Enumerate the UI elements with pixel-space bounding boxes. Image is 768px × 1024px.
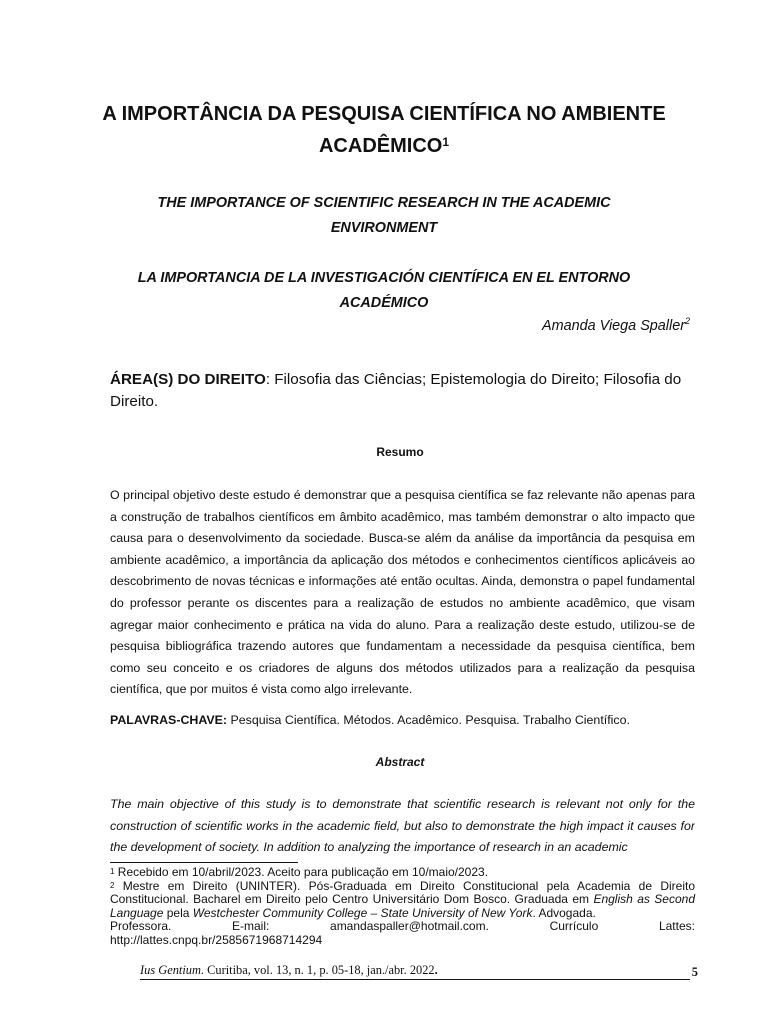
english-title-line-1: THE IMPORTANCE OF SCIENTIFIC RESEARCH IN THE ACADEMIC: [157, 195, 611, 211]
abstract-heading: Abstract: [375, 755, 425, 769]
title-footnote-ref[interactable]: 1: [442, 135, 450, 149]
footnote-2-email[interactable]: amandaspaller@hotmail.com.: [330, 919, 489, 933]
english-title: [100, 191, 668, 241]
title-line-2-text: ACADÊMICO: [318, 135, 443, 157]
keywords-label: PALAVRAS-CHAVE:: [110, 713, 228, 727]
footnote-2-word-professora: Professora.: [110, 919, 172, 933]
page-number: 5: [691, 965, 698, 979]
resumo-text: O principal objetivo deste estudo é demonstrar que a pesquisa científica se faz relevante não apenas para a construção de trabalhos científicos em âmbito acadêmico, mas também demonstrar o alto impacto que causa para o desenvolvimento da sociedade. Busca-se além da análise da importância da pesquisa em ambiente acadêmico, a importância da aplicação dos métodos e conhecimentos científicos aplicáveis ao descobrimento de novas técnicas e informações até então ocultas. Ainda, demonstra o papel fundamental do professor perante os discentes para a realização de estudos no ambiente acadêmico, que visam agregar maior conhecimento e prática na vida do aluno. Para a realização deste estudo, utilizou-se de pesquisa bibliográfica trazendo autores que fundamentam a necessidade da pesquisa científica, bem como seu conceito e os criadores de alguns dos métodos utilizados para a realização da pesquisa científica, que por muitos é vista como algo irrelevante.: [110, 488, 695, 697]
journal-end-mark: .: [434, 963, 438, 977]
footnote-1-number: 1: [110, 867, 115, 876]
footnotes: [110, 866, 695, 947]
footnote-2-word-lattes: Lattes:: [658, 919, 695, 933]
footnote-1: [110, 866, 695, 880]
footnote-2-number: 2: [110, 880, 115, 890]
journal-details: . Curitiba, vol. 13, n. 1, p. 05-18, jan./abr. 2022: [200, 963, 435, 977]
english-title-line-2: ENVIRONMENT: [330, 220, 438, 236]
footnote-2-text-b: pela: [163, 905, 193, 920]
spanish-title-line-2: ACADÉMICO: [339, 295, 429, 311]
footnote-2: [110, 880, 695, 921]
footnote-2-text-c: . Advogada.: [532, 905, 596, 920]
footnote-2-word-email: E-mail:: [232, 919, 270, 933]
abstract-text: The main objective of this study is to demonstrate that scientific research is relevant not only for the construction of scientific works in the academic field, but also to demonstrate the high impact it causes for the development of society. In addition to analyzing the importance of research in an academic: [110, 797, 695, 855]
footnote-2-text-a: Mestre em Direito (UNINTER). Pós-Graduada em Direito Constitucional pela Academia de Direito Constitucional. Bacharel em Direito pelo Centro Universitário Dom Bosco. Graduada em: [110, 878, 695, 906]
spanish-title: [100, 266, 668, 316]
title-line-1: A IMPORTÂNCIA DA PESQUISA CIENTÍFICA NO AMBIENTE: [102, 103, 666, 125]
author-name: [542, 318, 690, 334]
author-name-text: Amanda Viega Spaller: [542, 318, 685, 334]
footnote-1-text: Recebido em 10/abril/2023. Aceito para publicação em 10/maio/2023.: [114, 865, 489, 879]
footnote-2-contact-line: [110, 920, 695, 934]
resumo-heading: Resumo: [376, 445, 424, 459]
footnote-2-word-curriculo: Currículo: [549, 919, 599, 933]
article-title: [80, 98, 688, 162]
page-footer: [140, 963, 698, 980]
journal-citation: [140, 963, 690, 980]
law-area-text: : Filosofia das Ciências; Epistemologia do Direito; Filosofia do Direito.: [110, 371, 682, 410]
footnote-divider: [110, 862, 298, 863]
author-footnote-ref[interactable]: 2: [684, 316, 690, 326]
title-line-2: [80, 130, 688, 162]
law-area-label: ÁREA(S) DO DIREITO: [110, 371, 266, 388]
footnote-2-italic-a: English as Second Language: [110, 892, 695, 920]
keywords: [110, 710, 695, 732]
law-area: [110, 369, 690, 413]
footnote-2-italic-b: Westchester Community College – State University of New York: [192, 905, 533, 920]
footnote-2-lattes-url[interactable]: http://lattes.cnpq.br/2585671968714294: [110, 932, 323, 947]
journal-name: Ius Gentium: [140, 963, 201, 977]
spanish-title-line-1: LA IMPORTANCIA DE LA INVESTIGACIÓN CIENTÍFICA EN EL ENTORNO: [137, 270, 631, 286]
keywords-text: Pesquisa Científica. Métodos. Acadêmico. Pesquisa. Trabalho Científico.: [227, 713, 630, 727]
